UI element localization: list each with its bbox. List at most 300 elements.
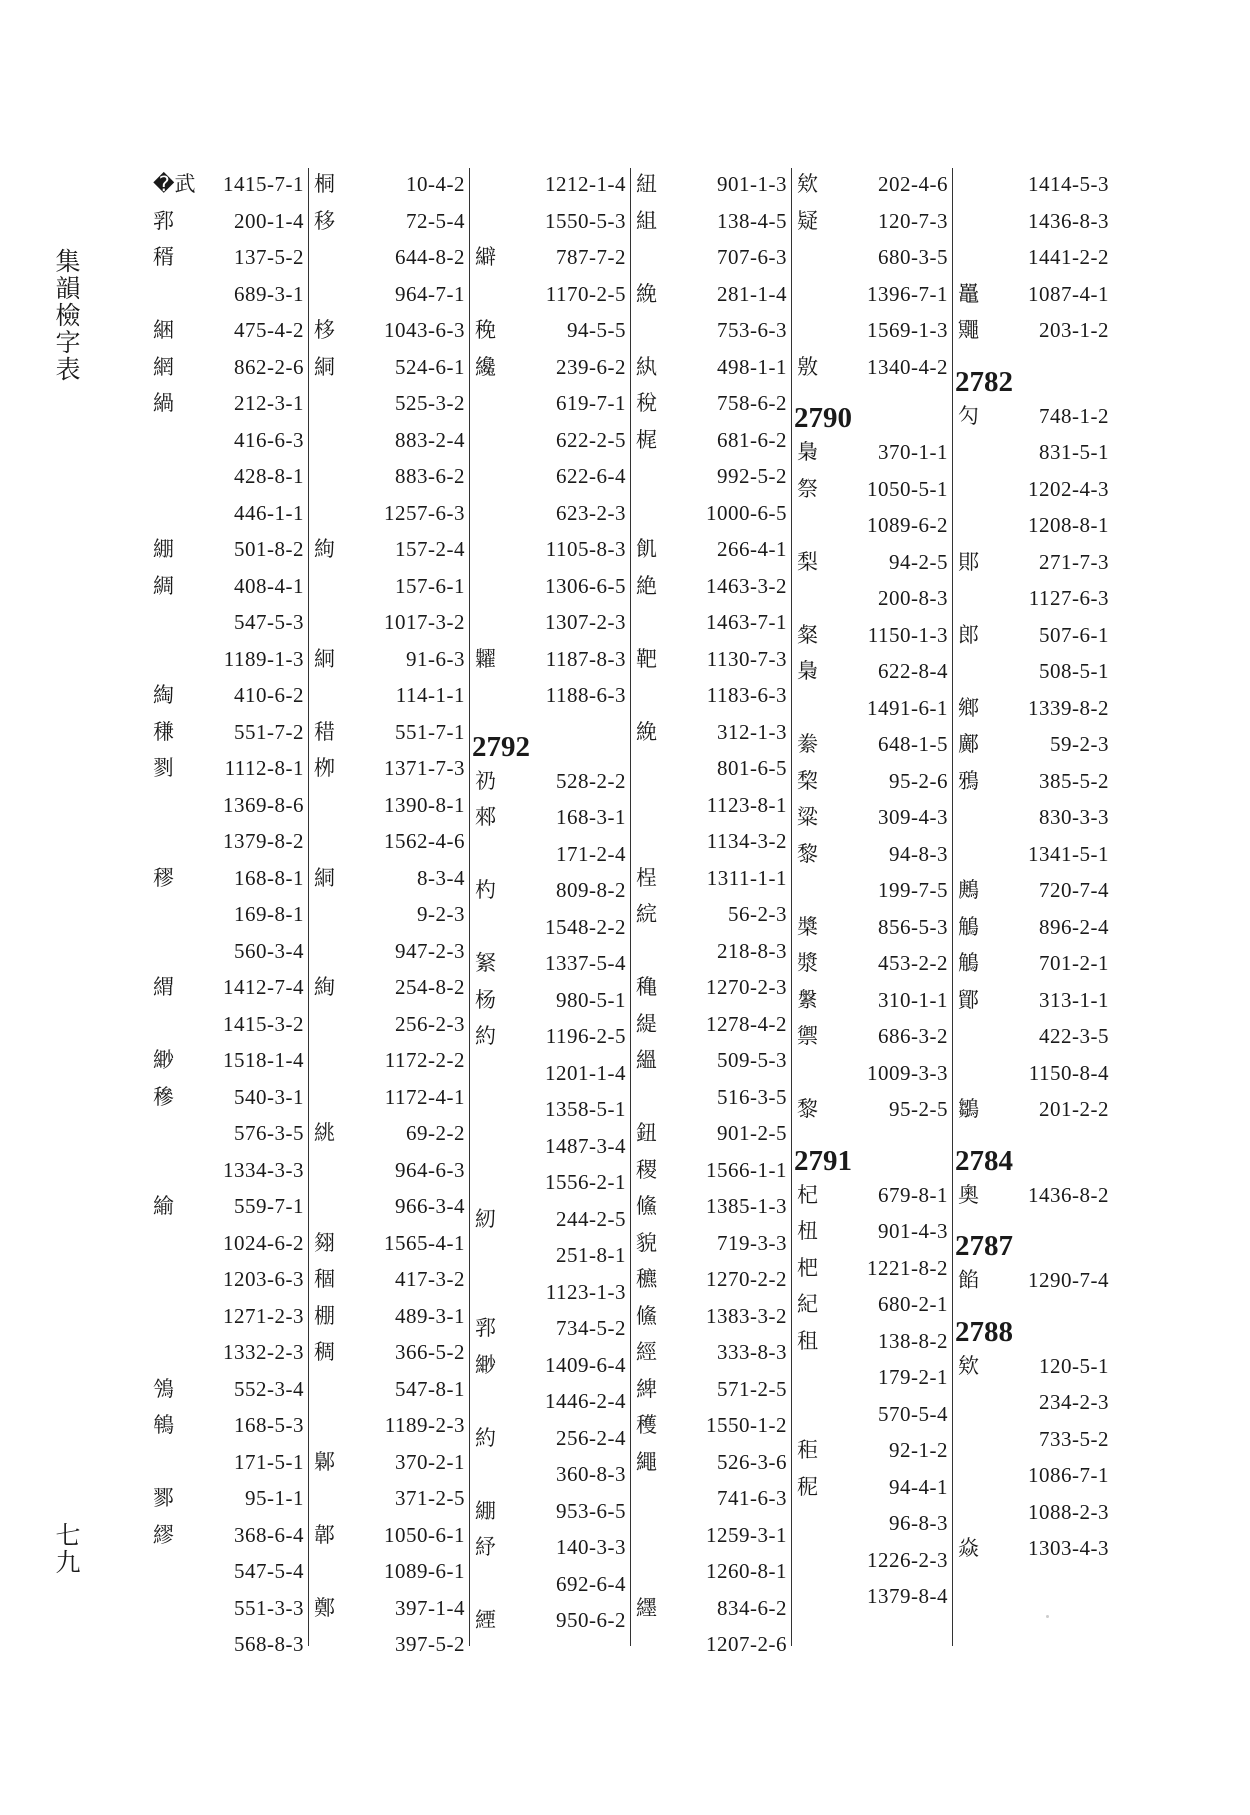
index-entry (792, 1323, 952, 1360)
index-entry (309, 1407, 469, 1444)
index-entry (309, 714, 469, 751)
entry-reference: 1127-6-3 (1028, 586, 1109, 610)
entry-character: 靶 (636, 646, 657, 671)
entry-reference: 1278-4-2 (706, 1011, 787, 1036)
entry-reference: 734-5-2 (556, 1316, 626, 1340)
index-entry (470, 1091, 630, 1128)
index-entry (953, 836, 1113, 873)
index-entry (792, 1432, 952, 1469)
entry-reference: 883-6-2 (395, 464, 465, 488)
entry-reference: 1441-2-2 (1028, 245, 1109, 269)
index-entry (470, 1602, 630, 1639)
entry-reference: 1311-1-1 (706, 865, 787, 890)
entry-character: 綳 (153, 537, 174, 561)
index-entry (631, 933, 791, 970)
entry-reference: 94-4-1 (889, 1474, 948, 1499)
entry-reference: 1105-8-3 (545, 537, 626, 561)
entry-reference: 1414-5-3 (1028, 172, 1109, 196)
index-entry (792, 872, 952, 909)
entry-reference: 1000-6-5 (706, 500, 787, 525)
index-entry (309, 1006, 469, 1043)
index-entry (953, 1348, 1113, 1385)
entry-reference: 1340-4-2 (867, 354, 948, 379)
index-entry (148, 604, 308, 641)
entry-reference: 1009-3-3 (867, 1060, 948, 1085)
entry-reference: 501-8-2 (234, 537, 304, 561)
entry-character: 杷 (797, 1255, 818, 1280)
entry-reference: 313-1-1 (1039, 987, 1109, 1012)
index-column-3 (470, 166, 630, 1639)
entry-character: 郲 (475, 805, 496, 829)
index-entry (148, 203, 308, 240)
entry-character: 䌟 (475, 245, 496, 269)
entry-reference: 239-6-2 (556, 354, 626, 379)
index-entry (309, 1225, 469, 1262)
entry-character: 桐 (314, 172, 335, 196)
entry-reference: 1415-7-1 (223, 172, 304, 196)
index-entry (309, 750, 469, 787)
entry-character: 綄 (636, 902, 657, 926)
entry-reference: 953-6-5 (556, 1498, 626, 1523)
entry-character: 䅋 (475, 318, 496, 342)
entry-reference: 787-7-2 (556, 245, 626, 269)
index-entry (148, 385, 308, 422)
entry-character: 秬 (797, 1438, 818, 1462)
index-entry (631, 1188, 791, 1225)
entry-reference: 453-2-2 (878, 951, 948, 975)
index-entry (631, 1115, 791, 1152)
entry-reference: 809-8-2 (556, 878, 626, 902)
entry-reference: 417-3-2 (395, 1267, 465, 1291)
index-entry (631, 385, 791, 422)
index-entry (309, 312, 469, 349)
index-entry (631, 531, 791, 568)
entry-character: 網 (153, 354, 174, 379)
entry-reference: 95-2-6 (889, 768, 948, 793)
entry-reference: 1550-1-2 (706, 1413, 787, 1437)
section-number: 2787 (955, 1230, 1013, 1262)
entry-character: 貌 (636, 1230, 657, 1255)
entry-reference: 758-6-2 (717, 391, 787, 415)
index-entry (631, 568, 791, 605)
entry-character: 綢 (153, 573, 174, 598)
entry-reference: 72-5-4 (406, 208, 465, 233)
entry-character: 禦 (797, 1024, 818, 1048)
index-entry (631, 1517, 791, 1554)
index-entry (470, 1274, 630, 1311)
index-entry (631, 1553, 791, 1590)
index-entry (470, 203, 630, 240)
index-column-6 (953, 166, 1113, 1567)
entry-character: 緲 (475, 1352, 496, 1377)
entry-reference: 1303-4-3 (1028, 1536, 1109, 1560)
entry-reference: 1463-7-1 (706, 610, 787, 634)
column-divider (791, 168, 792, 1646)
index-entry (631, 1334, 791, 1371)
index-entry (148, 568, 308, 605)
entry-reference: 366-5-2 (395, 1340, 465, 1364)
entry-reference: 524-6-1 (395, 354, 465, 379)
entry-reference: 622-6-4 (556, 464, 626, 488)
index-entry (470, 568, 630, 605)
entry-reference: 622-8-4 (878, 659, 948, 683)
entry-reference: 551-7-1 (395, 719, 465, 744)
entry-reference: 1290-7-4 (1028, 1268, 1109, 1292)
index-entry (309, 1298, 469, 1335)
section-heading (953, 1213, 1113, 1262)
index-entry (792, 1396, 952, 1433)
entry-character: 絻 (636, 719, 657, 744)
entry-character: 紀 (797, 1292, 818, 1316)
entry-reference: 1332-2-3 (223, 1340, 304, 1364)
entry-reference: 1341-5-1 (1028, 841, 1109, 866)
index-entry (470, 1310, 630, 1347)
entry-reference: 59-2-3 (1050, 732, 1109, 756)
entry-reference: 1270-2-3 (706, 975, 787, 999)
index-entry (470, 239, 630, 276)
entry-character: 租 (797, 1328, 818, 1353)
entry-character: 黎 (797, 841, 818, 866)
index-entry (792, 434, 952, 471)
entry-reference: 312-1-3 (717, 719, 787, 744)
entry-character: 飢 (636, 537, 657, 561)
entry-reference: 947-2-3 (395, 938, 465, 963)
index-entry (148, 458, 308, 495)
entry-reference: 91-6-3 (406, 646, 465, 671)
entry-reference: 1259-3-1 (706, 1522, 787, 1547)
entry-reference: 310-1-1 (878, 987, 948, 1012)
index-entry (148, 933, 308, 970)
entry-reference: 1207-2-6 (706, 1632, 787, 1656)
entry-character: 綑 (153, 318, 174, 342)
entry-character: 纔 (475, 354, 496, 379)
index-entry (148, 1115, 308, 1152)
entry-reference: 171-2-4 (556, 841, 626, 866)
entry-reference: 1385-1-3 (706, 1194, 787, 1218)
entry-reference: 1306-6-5 (545, 573, 626, 598)
entry-reference: 1089-6-1 (384, 1559, 465, 1583)
entry-character: 鼉 (958, 281, 979, 306)
index-entry (309, 166, 469, 203)
entry-character: 鯈 (636, 1303, 657, 1328)
index-entry (792, 1578, 952, 1615)
entry-reference: 623-2-3 (556, 500, 626, 525)
index-entry (792, 580, 952, 617)
index-entry (631, 714, 791, 751)
entry-reference: 1569-1-3 (867, 318, 948, 342)
entry-character: 穫 (636, 1413, 657, 1437)
entry-character: 紐 (636, 172, 657, 196)
index-entry (953, 1262, 1113, 1299)
entry-reference: 741-6-3 (717, 1486, 787, 1510)
index-entry (309, 422, 469, 459)
entry-character: 槳 (797, 914, 818, 939)
entry-reference: 680-3-5 (878, 245, 948, 269)
index-entry (148, 531, 308, 568)
index-entry (470, 1164, 630, 1201)
entry-character: 勽 (958, 403, 979, 428)
entry-character: 䋈 (475, 951, 496, 975)
entry-character: 絶 (636, 573, 657, 598)
entry-reference: 157-6-1 (395, 573, 465, 598)
entry-reference: 489-3-1 (395, 1303, 465, 1328)
entry-reference: 1112-8-1 (224, 756, 304, 780)
entry-character: 鶵 (958, 1097, 979, 1121)
entry-reference: 94-5-5 (567, 318, 626, 342)
index-entry (470, 799, 630, 836)
index-entry (792, 544, 952, 581)
entry-reference: 410-6-2 (234, 683, 304, 707)
index-entry (953, 690, 1113, 727)
index-entry (148, 1042, 308, 1079)
entry-character: 組 (636, 208, 657, 233)
index-entry (631, 1626, 791, 1663)
entry-reference: 199-7-5 (878, 878, 948, 902)
index-entry (148, 787, 308, 824)
entry-reference: 1548-2-2 (545, 914, 626, 939)
index-entry (309, 385, 469, 422)
index-entry (309, 1517, 469, 1554)
section-heading (953, 1299, 1113, 1348)
entry-reference: 169-8-1 (234, 902, 304, 926)
entry-character: 鴉 (958, 768, 979, 793)
entry-reference: 862-2-6 (234, 354, 304, 379)
index-entry (470, 1566, 630, 1603)
entry-reference: 171-5-1 (234, 1449, 304, 1474)
entry-reference: 1337-5-4 (545, 951, 626, 975)
index-entry (148, 276, 308, 313)
index-entry (309, 787, 469, 824)
entry-reference: 1172-2-2 (384, 1048, 465, 1072)
index-entry (953, 763, 1113, 800)
entry-character: 祭 (797, 476, 818, 501)
entry-reference: 1024-6-2 (223, 1230, 304, 1255)
entry-reference: 475-4-2 (234, 318, 304, 342)
entry-reference: 200-1-4 (234, 208, 304, 233)
entry-reference: 719-3-3 (717, 1230, 787, 1255)
index-entry (631, 1371, 791, 1408)
index-entry (792, 1286, 952, 1323)
entry-character: 餡 (958, 1268, 979, 1292)
entry-character: 繆 (153, 1522, 174, 1547)
column-divider (630, 168, 631, 1646)
entry-reference: 96-8-3 (889, 1511, 948, 1535)
index-entry (792, 276, 952, 313)
entry-reference: 1436-8-3 (1028, 208, 1109, 233)
entry-reference: 1556-2-1 (545, 1170, 626, 1194)
entry-reference: 748-1-2 (1039, 403, 1109, 428)
index-entry (470, 422, 630, 459)
index-entry (953, 434, 1113, 471)
index-entry (470, 945, 630, 982)
entry-reference: 571-2-5 (717, 1376, 787, 1401)
index-entry (470, 1493, 630, 1530)
index-entry (309, 641, 469, 678)
entry-character: 鵤 (958, 914, 979, 939)
index-entry (631, 203, 791, 240)
index-entry (148, 1006, 308, 1043)
index-entry (792, 1505, 952, 1542)
section-heading (953, 1128, 1113, 1177)
entry-reference: 1170-2-5 (545, 281, 626, 306)
index-entry (953, 398, 1113, 435)
entry-reference: 10-4-2 (406, 172, 465, 196)
entry-reference: 1050-5-1 (867, 476, 948, 501)
entry-character: 鵤 (958, 951, 979, 975)
entry-character: 剹 (153, 756, 174, 780)
section-heading (792, 385, 952, 434)
index-entry (792, 1177, 952, 1214)
entry-reference: 1089-6-2 (867, 513, 948, 537)
entry-character: 綼 (636, 1376, 657, 1401)
index-column-4 (631, 166, 791, 1663)
index-entry (470, 872, 630, 909)
entry-character: 鄝 (153, 1486, 174, 1510)
index-entry (309, 1553, 469, 1590)
entry-reference: 508-5-1 (1039, 659, 1109, 683)
column-divider (469, 168, 470, 1646)
entry-reference: 801-6-5 (717, 756, 787, 780)
index-entry (792, 763, 952, 800)
index-entry (792, 1542, 952, 1579)
entry-reference: 1436-8-2 (1028, 1182, 1109, 1207)
entry-character: 栘 (314, 318, 335, 342)
entry-character: 紈 (636, 354, 657, 379)
entry-reference: 1463-3-2 (706, 573, 787, 598)
index-entry (631, 1407, 791, 1444)
index-entry (631, 1590, 791, 1627)
index-entry (792, 349, 952, 386)
entry-reference: 1201-1-4 (545, 1060, 626, 1085)
entry-reference: 648-1-5 (878, 732, 948, 756)
entry-reference: 1518-1-4 (223, 1048, 304, 1072)
index-entry (792, 1018, 952, 1055)
entry-reference: 203-1-2 (1039, 318, 1109, 342)
index-entry (148, 823, 308, 860)
entry-reference: 680-2-1 (878, 1292, 948, 1316)
entry-reference: 8-3-4 (417, 865, 465, 890)
entry-character: 鄉 (958, 695, 979, 720)
entry-character: 經 (636, 1340, 657, 1364)
index-entry (309, 239, 469, 276)
entry-reference: 1487-3-4 (545, 1133, 626, 1158)
entry-reference: 681-6-2 (717, 427, 787, 452)
entry-reference: 1134-3-2 (706, 829, 787, 853)
entry-reference: 966-3-4 (395, 1194, 465, 1218)
index-entry (953, 1091, 1113, 1128)
entry-reference: 1379-8-4 (867, 1584, 948, 1608)
section-number: 2788 (955, 1315, 1013, 1348)
entry-reference: 234-2-3 (1039, 1390, 1109, 1414)
index-column-1 (148, 166, 308, 1663)
entry-reference: 9-2-3 (417, 902, 465, 926)
index-entry (631, 422, 791, 459)
entry-reference: 551-3-3 (234, 1595, 304, 1620)
entry-reference: 701-2-1 (1039, 951, 1109, 975)
index-entry (631, 458, 791, 495)
entry-reference: 576-3-5 (234, 1121, 304, 1145)
entry-reference: 157-2-4 (395, 537, 465, 561)
entry-character: 漿 (797, 951, 818, 975)
entry-character: 稷 (636, 1157, 657, 1182)
entry-character: 疑 (797, 208, 818, 233)
entry-reference: 114-1-1 (395, 683, 465, 707)
entry-reference: 1087-4-1 (1028, 281, 1109, 306)
entry-character: 綳 (475, 1498, 496, 1523)
index-entry (309, 860, 469, 897)
entry-reference: 140-3-3 (556, 1535, 626, 1559)
entry-reference: 92-1-2 (889, 1438, 948, 1462)
index-entry (309, 531, 469, 568)
entry-character: 粱 (797, 805, 818, 829)
index-entry (309, 349, 469, 386)
index-entry (792, 1213, 952, 1250)
entry-character: 約 (475, 1425, 496, 1450)
index-entry (631, 1079, 791, 1116)
index-entry (470, 495, 630, 532)
entry-reference: 56-2-3 (728, 902, 787, 926)
section-number: 2791 (794, 1144, 852, 1177)
entry-character: 翗 (314, 1230, 335, 1255)
index-entry (631, 495, 791, 532)
index-entry (148, 422, 308, 459)
entry-reference: 1390-8-1 (384, 792, 465, 817)
entry-reference: 1260-8-1 (706, 1559, 787, 1583)
entry-reference: 1412-7-4 (223, 975, 304, 999)
entry-character: 粲 (797, 622, 818, 647)
entry-character: 綯 (153, 683, 174, 707)
entry-reference: 964-6-3 (395, 1157, 465, 1182)
index-entry (792, 471, 952, 508)
entry-reference: 1446-2-4 (545, 1389, 626, 1413)
entry-reference: 428-8-1 (234, 464, 304, 488)
index-entry (631, 787, 791, 824)
index-entry (631, 1261, 791, 1298)
entry-reference: 834-6-2 (717, 1595, 787, 1620)
entry-reference: 692-6-4 (556, 1571, 626, 1596)
index-entry (953, 166, 1113, 203)
entry-reference: 266-4-1 (717, 537, 787, 561)
index-entry (148, 1188, 308, 1225)
index-entry (792, 203, 952, 240)
index-entry (148, 677, 308, 714)
entry-character: 郛 (475, 1316, 496, 1340)
index-entry (953, 1494, 1113, 1531)
index-entry (309, 896, 469, 933)
index-entry (309, 203, 469, 240)
index-entry (953, 544, 1113, 581)
index-entry (470, 1456, 630, 1493)
index-entry (953, 239, 1113, 276)
index-entry (309, 568, 469, 605)
entry-reference: 1270-2-2 (706, 1267, 787, 1291)
index-entry (470, 1128, 630, 1165)
entry-character: 杞 (797, 1182, 818, 1207)
entry-reference: 980-5-1 (556, 987, 626, 1012)
index-entry (470, 641, 630, 678)
entry-reference: 397-1-4 (395, 1595, 465, 1620)
entry-reference: 1123-1-3 (545, 1279, 626, 1304)
entry-reference: 1409-6-4 (545, 1352, 626, 1377)
entry-character: 緺 (153, 391, 174, 415)
entry-reference: 516-3-5 (717, 1084, 787, 1109)
index-entry (309, 1334, 469, 1371)
page-number: 七 九 (55, 1521, 81, 1577)
entry-reference: 1334-3-3 (223, 1157, 304, 1182)
index-entry (309, 495, 469, 532)
entry-character: 礽 (475, 768, 496, 793)
entry-reference: 1491-6-1 (867, 695, 948, 720)
